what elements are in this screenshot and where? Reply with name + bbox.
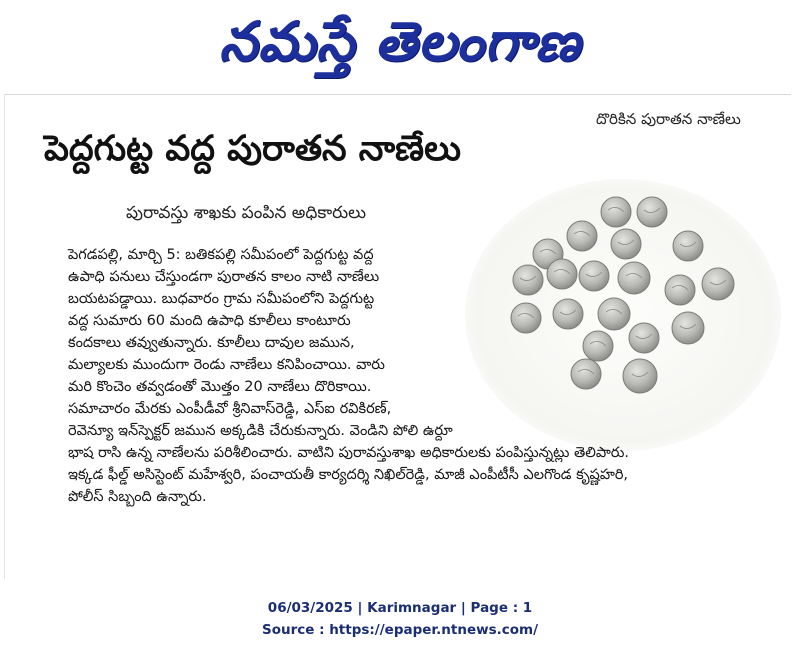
article-subheadline: పురావస్తు శాఖకు పంపిన అధికారులు (126, 203, 367, 223)
article-headline: పెద్దగుట్ట వద్ద పురాతన నాణేలు (44, 129, 462, 169)
body-line: మల్యాలకు ముందుగా రెండు నాణేలు కనిపించాయి. వారు (68, 357, 385, 373)
footer-source-link[interactable]: Source : https://epaper.ntnews.com/ (261, 622, 539, 638)
footer-meta: 06/03/2025 | Karimnagar | Page : 1 (267, 600, 533, 616)
masthead-title: నమస్తే తెలంగాణ (219, 9, 581, 73)
body-line: కందకాలు తవ్వుతున్నారు. కూలీలు దావుల జమున, (68, 335, 355, 351)
body-line: భాష రాసి ఉన్న నాణేలను పరిశీలించారు. వాటిని పురావస్తుశాఖ అధికారులకు పంపిస్తున్నట్లు తెలిపారు. (68, 445, 630, 461)
body-line: బయటపడ్డాయి. బుధవారం గ్రామ సమీపంలోని పెద్దగుట్ట (68, 291, 375, 307)
body-line: రెవెన్యూ ఇన్‌స్పెక్టర్ జమున అక్కడికి చేరుకున్నారు. వెండిని పోలి ఉర్దూ (68, 423, 453, 439)
body-line: సమాచారం మేరకు ఎంపీడీవో శ్రీనివాస్‌రెడ్డి, ఎస్ఐ రవికిరణ్, (68, 401, 392, 417)
body-line: వద్ద సుమారు 60 మంది ఉపాధి కూలీలు కాంటూరు (68, 313, 351, 329)
body-line: పోలీస్ సిబ్బంది ఉన్నారు. (68, 489, 207, 505)
body-line: పెగడపల్లి, మార్చి 5: బతికపల్లి సమీపంలో పెద్దగుట్ట వద్ద (68, 247, 374, 263)
body-line: ఉపాధి పనులు చేస్తుండగా పురాతన కాలం నాటి నాణేలు (68, 269, 380, 285)
body-line: ఇక్కడ ఫీల్డ్ అసిస్టెంట్ మహేశ్వరి, పంచాయతీ కార్యదర్శి నిఖిల్‌రెడ్డి, మాజీ ఎంపీటీసీ ఎలగొండ కృష్ణహరి, (68, 467, 629, 483)
article-body (68, 244, 788, 508)
photo-caption: దొరికిన పురాతన నాణేలు (596, 110, 741, 128)
masthead (0, 0, 800, 82)
body-line: మరి కొంచెం తవ్వడంతో మొత్తం 20 నాణేలు దొరికాయి. (68, 379, 372, 395)
